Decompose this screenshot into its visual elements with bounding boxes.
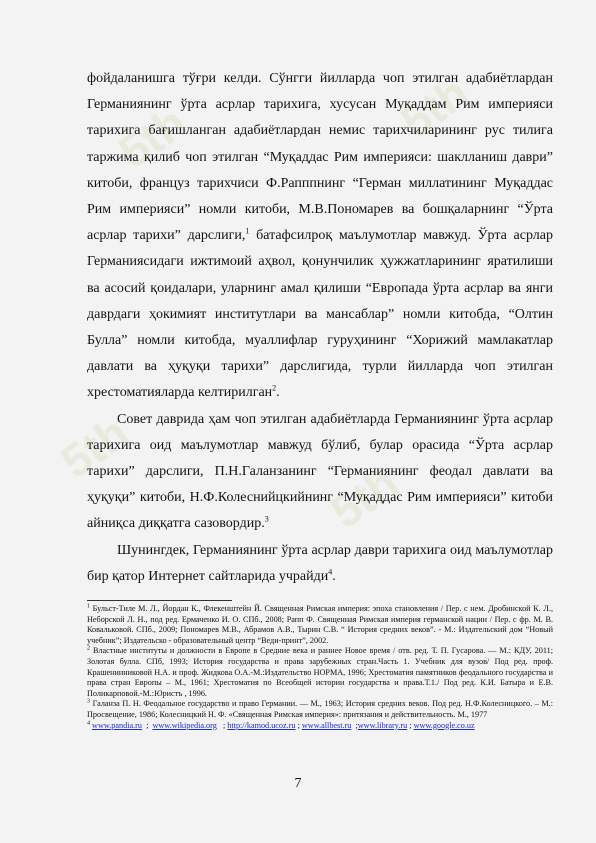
- footnote-number: 4: [87, 719, 90, 726]
- footnote-number: 2: [87, 645, 90, 652]
- paragraph-text: фойдаланишга тўғри келди. Сўнгги йилларда чоп этилган адабиётлардан Германиянинг ўрта асрлар тарихига, хусусан Муқаддам Рим империяси тарихига бағишланган адабиётлардан немис тарихчиларининг рус тилига таржима қилиб чоп этилган “Муқаддас Рим империяси: шаклланиш даври” китоби, француз тарихчиси Ф.Рапппнинг “Герман миллатининг Муқаддас Рим империяси” номли китоби, М.В.Пономарев ва бошқаларнинг “Ўрта асрлар тарихи” дарслиги,: [87, 71, 553, 244]
- link-separator: ;: [142, 720, 153, 730]
- paragraph: [87, 66, 553, 407]
- paragraph-text: Шунингдек, Германиянинг ўрта асрлар даври тарихига оид маълумотлар бир қатор Интернет сайтларида учрайди: [87, 542, 553, 584]
- footnote-ref[interactable]: 4: [328, 567, 333, 577]
- footnote: [87, 699, 553, 720]
- watermark: 5th: [321, 455, 408, 539]
- footnote-number: 1: [87, 603, 90, 610]
- footnote-text: Галанза П. Н. Феодальное государство и право Германии. — М., 1963; История средних веков. Под ред. Н.Ф.Колесницкого. – М.: Просвещение, 1986; Колесницкий Н. Ф. «Священная Римская империя»: притязания и действительность. М., 1977: [87, 699, 553, 719]
- link-separator: ;: [351, 720, 358, 730]
- footnote-ref[interactable]: 1: [245, 226, 250, 236]
- link-separator: ;: [407, 720, 414, 730]
- paragraph-text: .: [276, 385, 280, 401]
- page-number: 7: [294, 776, 302, 791]
- footnote-link[interactable]: www.wikipedia.org: [152, 720, 217, 730]
- watermark: 5th: [109, 95, 196, 179]
- footnote-link[interactable]: www.pandia.ru: [92, 720, 142, 730]
- footnote: [87, 646, 553, 699]
- body-text: [87, 66, 553, 590]
- paragraph: [87, 407, 553, 538]
- footnote: [87, 604, 553, 646]
- link-separator: ;: [216, 720, 228, 730]
- footnote-link[interactable]: www.google.co.uz: [413, 720, 475, 730]
- paragraph-text: батафсилроқ маълумотлар мавжуд. Ўрта асрлар Германиясидаги ижтимоий аҳвол, қонунчилик ҳужжатларининг яратилиши ва асосий қоидалари, уларнинг амал қилиши “Европада ўрта асрлар ва янги даврдаги ҳокимият институтлари ва мансаблар” номли китобда, “Олтин Булла” номли китобда, муаллифлар гуруҳининг “Хорижий мамлакатлар давлати ва ҳуқуқи тарихи” дарслигида, турли йилларда чоп этилган хрестоматияларда келтирилган: [87, 228, 553, 401]
- link-separator: ;: [295, 720, 302, 730]
- footnote: [87, 721, 553, 732]
- footnote-text: Бульст-Тиле М. Л., Йордан К., Флекенштейн Й. Священная Римская империя: эпоха становления / Пер. с нем. Дробинской К. Л., Неборской Л. Н., под ред. Ермаченко И. О. СПб., 2008; Рапп Ф. Священная Римская империя германской нации / Пер. с фр. М. В. Ковальковой. СПб., 2009; Пономарев М.В., Абрамов А.В., Тырин С.В. “ История средних веков”. - М.: Издательский дом “Новый учебник”; Издательско - образовательный центр “Веди-принт”, 2002.: [87, 604, 553, 645]
- footnotes: [87, 604, 553, 731]
- paragraph-text: Совет даврида ҳам чоп этилган адабиётларда Германиянинг ўрта асрлар тарихига оид маълумотлар мавжуд бўлиб, булар орасида “Ўрта асрлар тарихи” дарслиги, П.Н.Галанзанинг “Германиянинг феодал давлати ва ҳуқуқи” китоби, Н.Ф.Колеснийцкийнинг “Муқаддас Рим империяси” китоби айниқса диққатга сазовордир.: [87, 411, 553, 532]
- watermark: 5th: [51, 405, 138, 489]
- footnote-link[interactable]: www.allbest.ru: [301, 720, 352, 730]
- watermark: 5th: [391, 65, 478, 149]
- footnote-separator: [87, 600, 232, 601]
- paragraph: [87, 538, 553, 590]
- footnote-link[interactable]: http://kamod.ucoz.ru: [227, 720, 296, 730]
- footnote-ref[interactable]: 3: [264, 514, 269, 524]
- footnote-link[interactable]: www.library.ru: [357, 720, 408, 730]
- footnote-number: 3: [87, 698, 90, 705]
- footnote-ref[interactable]: 2: [272, 383, 277, 393]
- paragraph-text: .: [332, 568, 336, 584]
- footnote-text: Властные институты и должности в Европе в Средние века и раннее Новое время / отв. ред. Т. П. Гусарова. — М.: КДУ, 2011; Золотая булла. СПб, 1993; История государства и права зарубежных стран.Часть 1. Учебник для вузов/ Под ред. проф. Крашенинниковой Н.А. и проф. Жидкова О.А.-М.:Издательство НОРМА, 1996; Хрестоматия памятников феодального государства и права стран Европы – М., 1961; Хрестоматия по Всеобщей истории государства и права.Т.1./ Под ред. К.И. Батыра и Е.В. Поликарповой.-М.:Юристъ , 1996.: [87, 646, 553, 698]
